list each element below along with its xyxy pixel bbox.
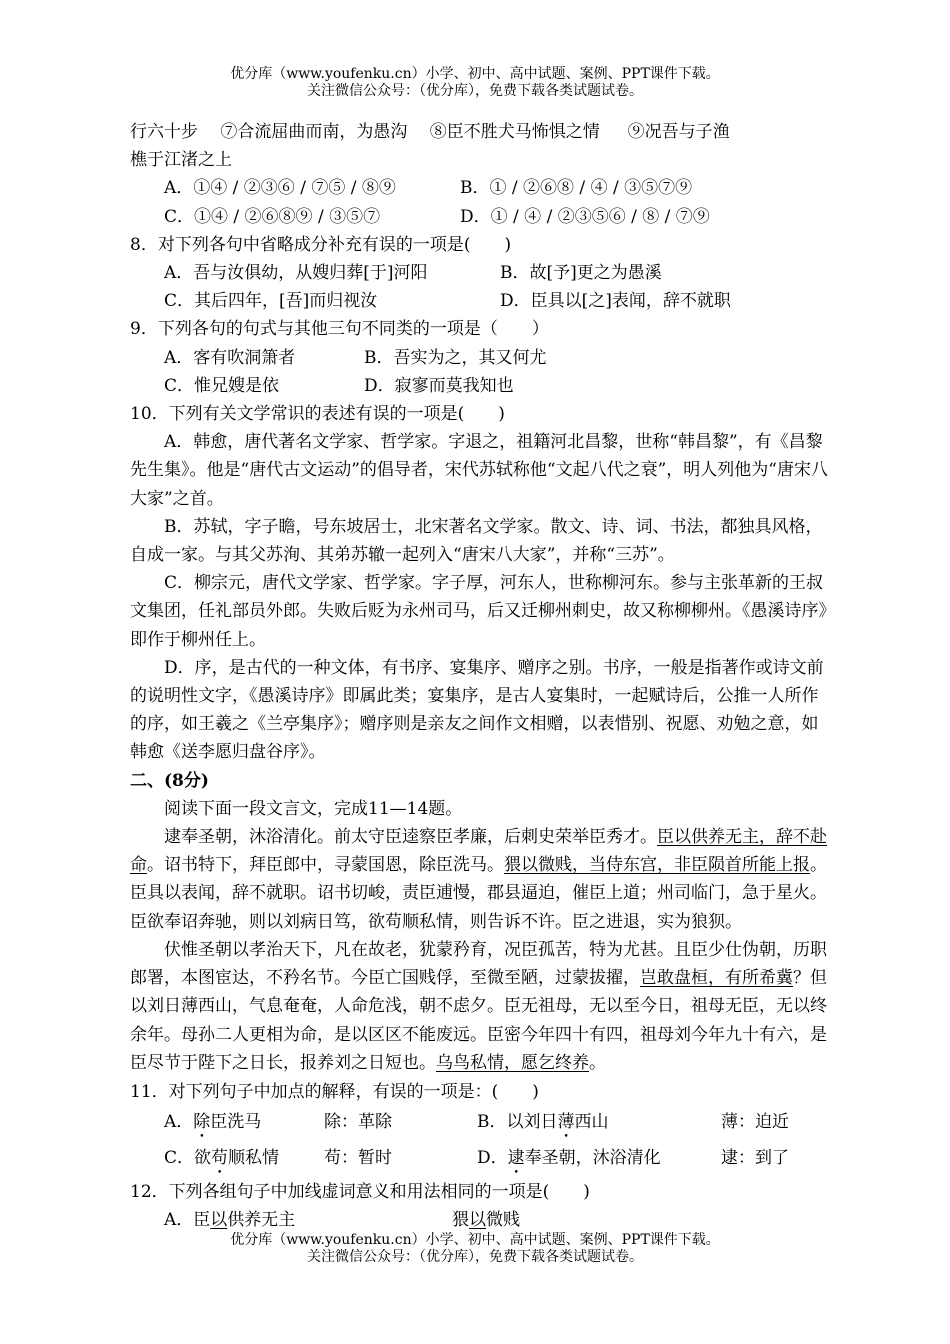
q10-option-c[interactable]: C．柳宗元，唐代文学家、哲学家。字子厚，河东人，世称柳河东。参与主张革新的王叔文集团，任礼部员外郎。失败后贬为永州司马，后又迁柳州刺史，故又称柳柳州。《愚溪诗序》即作于柳州任上。 — [130, 573, 827, 650]
passage-paragraph-1 — [130, 823, 830, 936]
q7-continuation: 行六十步 ⑦合流屈曲而南，为愚沟 ⑧臣不胜犬马怖惧之情 ⑨况吾与子渔 — [130, 122, 730, 142]
q9-options-cd — [130, 372, 830, 400]
q11-option-d[interactable]: D．逮奉圣朝，沐浴清化 — [477, 1148, 661, 1169]
q10-option-b[interactable]: B．苏轼，字子瞻，号东坡居士，北宋著名文学家。散文、诗、词、书法，都独具风格，自成一家。与其父苏洵、其弟苏辙一起列入“唐宋八大家”，并称“三苏”。 — [130, 516, 823, 566]
q7-option-c[interactable]: C．①④ / ②⑥⑧⑨ / ③⑤⑦ — [164, 206, 381, 227]
q7-option-b[interactable]: B．① / ②⑥⑧ / ④ / ③⑤⑦⑨ — [460, 178, 693, 199]
q11-option-c[interactable]: C．欲苟顺私情 — [164, 1148, 280, 1169]
q11-option-a[interactable]: A．除臣洗马 — [164, 1112, 262, 1133]
q7-options-cd — [130, 203, 830, 231]
header-line-2: 关注微信公众号：（优分库），免费下载各类试题试卷。 — [307, 83, 643, 99]
q11-option-d-gloss: 逮：到了 — [721, 1148, 789, 1169]
q11-options-cd — [130, 1142, 830, 1178]
footer-line-2: 关注微信公众号：（优分库），免费下载各类试题试卷。 — [307, 1249, 643, 1265]
q9-options-ab — [130, 344, 830, 372]
page-header — [0, 66, 950, 100]
q8-stem: 8．对下列各句中省略成分补充有误的一项是( ) — [130, 234, 512, 255]
underlined-sentence: 岂敢盘桓，有所希冀 — [640, 968, 793, 989]
passage-text: 。诏书特下，拜臣郎中，寻蒙国恩，除臣洗马。 — [147, 855, 504, 876]
q11-options-ab — [130, 1106, 830, 1142]
q11-option-b[interactable]: B．以刘日薄西山 — [477, 1112, 609, 1133]
q8-option-a[interactable]: A．吾与汝俱幼，从嫂归葬[于]河阳 — [164, 263, 428, 284]
q11-option-a-gloss: 除：革除 — [324, 1112, 392, 1133]
q7-continuation-2: 樵于江渚之上 — [130, 150, 232, 171]
section-2-intro: 阅读下面一段文言文，完成11—14题。 — [164, 798, 463, 819]
passage-paragraph-2 — [130, 936, 830, 1077]
q8-option-d[interactable]: D．臣具以[之]表闻，辞不就职 — [500, 291, 731, 312]
passage-text: 伏惟圣朝以孝治天下，凡在故老，犹蒙矜育，况臣孤苦，特为尤甚。且臣少仕伪朝，历职郎署，本图宦达，不矜名节。今臣亡国贱俘，至微至陋，过蒙拔擢， — [130, 939, 827, 989]
q12-option-a-row — [130, 1206, 830, 1234]
q8-options-cd — [130, 287, 830, 315]
passage-text: 。臣具以表闻，辞不就职。诏书切峻，责臣逋慢，郡县逼迫，催臣上道；州司临门，急于星火。臣欲奉诏奔驰，则以刘病日笃，欲苟顺私情，则告诉不许。臣之进退，实为狼狈。 — [130, 855, 827, 932]
section-2-title: 二、(8分) — [130, 770, 209, 791]
q12-option-a[interactable]: A．臣以供养无主 — [164, 1210, 296, 1231]
q11-stem: 11．对下列句子中加点的解释，有误的一项是：( ) — [130, 1081, 539, 1102]
q10-option-d[interactable]: D．序，是古代的一种文体，有书序、宴集序、赠序之别。书序，一般是指著作或诗文前的说明性文字，《愚溪诗序》即属此类；宴集序，是古人宴集时，一起赋诗后，公推一人所作的序，如王羲之《兰亭集序》；赠序则是亲友之间作文相赠，以表惜别、祝愿、劝勉之意，如韩愈《送李愿归盘谷序》。 — [130, 657, 824, 763]
passage-text: 。 — [589, 1052, 606, 1073]
exam-content — [130, 118, 830, 1235]
q9-option-d[interactable]: D．寂寥而莫我知也 — [364, 375, 514, 396]
q10-option-a[interactable]: A．韩愈，唐代著名文学家、哲学家。字退之，祖籍河北昌黎，世称“韩昌黎”，有《昌黎先生集》。他是“唐代古文运动”的倡导者，宋代苏轼称他“文起八代之衰”，明人列他为“唐宋八大家”之首。 — [130, 432, 828, 509]
q7-options-ab — [130, 174, 830, 202]
q12-option-a-pair: 猥以微贱 — [452, 1210, 520, 1231]
q8-options-ab — [130, 259, 830, 287]
footer-line-1: 优分库（www.youfenku.cn）小学、初中、高中试题、案例、PPT课件下载。 — [230, 1232, 720, 1248]
q12-stem: 12．下列各组句子中加线虚词意义和用法相同的一项是( ) — [130, 1182, 590, 1203]
page-footer — [0, 1232, 950, 1266]
q11-option-b-gloss: 薄：迫近 — [721, 1112, 789, 1133]
q8-option-c[interactable]: C．其后四年，[吾]而归视汝 — [164, 291, 378, 312]
passage-text: 逮奉圣朝，沐浴清化。前太守臣逵察臣孝廉，后刺史荣举臣秀才。 — [164, 827, 657, 848]
q9-option-b[interactable]: B．吾实为之，其又何尤 — [364, 347, 547, 368]
q7-option-d[interactable]: D．① / ④ / ②③⑤⑥ / ⑧ / ⑦⑨ — [460, 206, 710, 227]
underlined-sentence: 猥以微贱，当侍东宫，非臣陨首所能上报 — [504, 855, 810, 876]
underlined-sentence: 乌鸟私情，愿乞终养 — [436, 1052, 589, 1073]
q9-stem: 9．下列各句的句式与其他三句不同类的一项是（ ） — [130, 319, 549, 340]
header-line-1: 优分库（www.youfenku.cn）小学、初中、高中试题、案例、PPT课件下载。 — [230, 66, 720, 82]
underlined-sentence: 臣以供养无主，辞不赴命 — [130, 827, 827, 876]
q7-option-a[interactable]: A．①④ / ②③⑥ / ⑦⑤ / ⑧⑨ — [164, 178, 396, 199]
q8-option-b[interactable]: B．故[予]更之为愚溪 — [500, 263, 662, 284]
q10-stem: 10．下列有关文学常识的表述有误的一项是( ) — [130, 404, 505, 425]
passage-text: ？但以刘日薄西山，气息奄奄，人命危浅，朝不虑夕。臣无祖母，无以至今日，祖母无臣，无以终余年。母孙二人更相为命，是以区区不能废远。臣密今年四十有四，祖母刘今年九十有六，是臣尽节于陛下之日长，报养刘之日短也。 — [130, 968, 827, 1073]
q9-option-a[interactable]: A．客有吹洞箫者 — [164, 347, 296, 368]
q9-option-c[interactable]: C．惟兄嫂是依 — [164, 375, 280, 396]
q11-option-c-gloss: 苟：暂时 — [324, 1148, 392, 1169]
